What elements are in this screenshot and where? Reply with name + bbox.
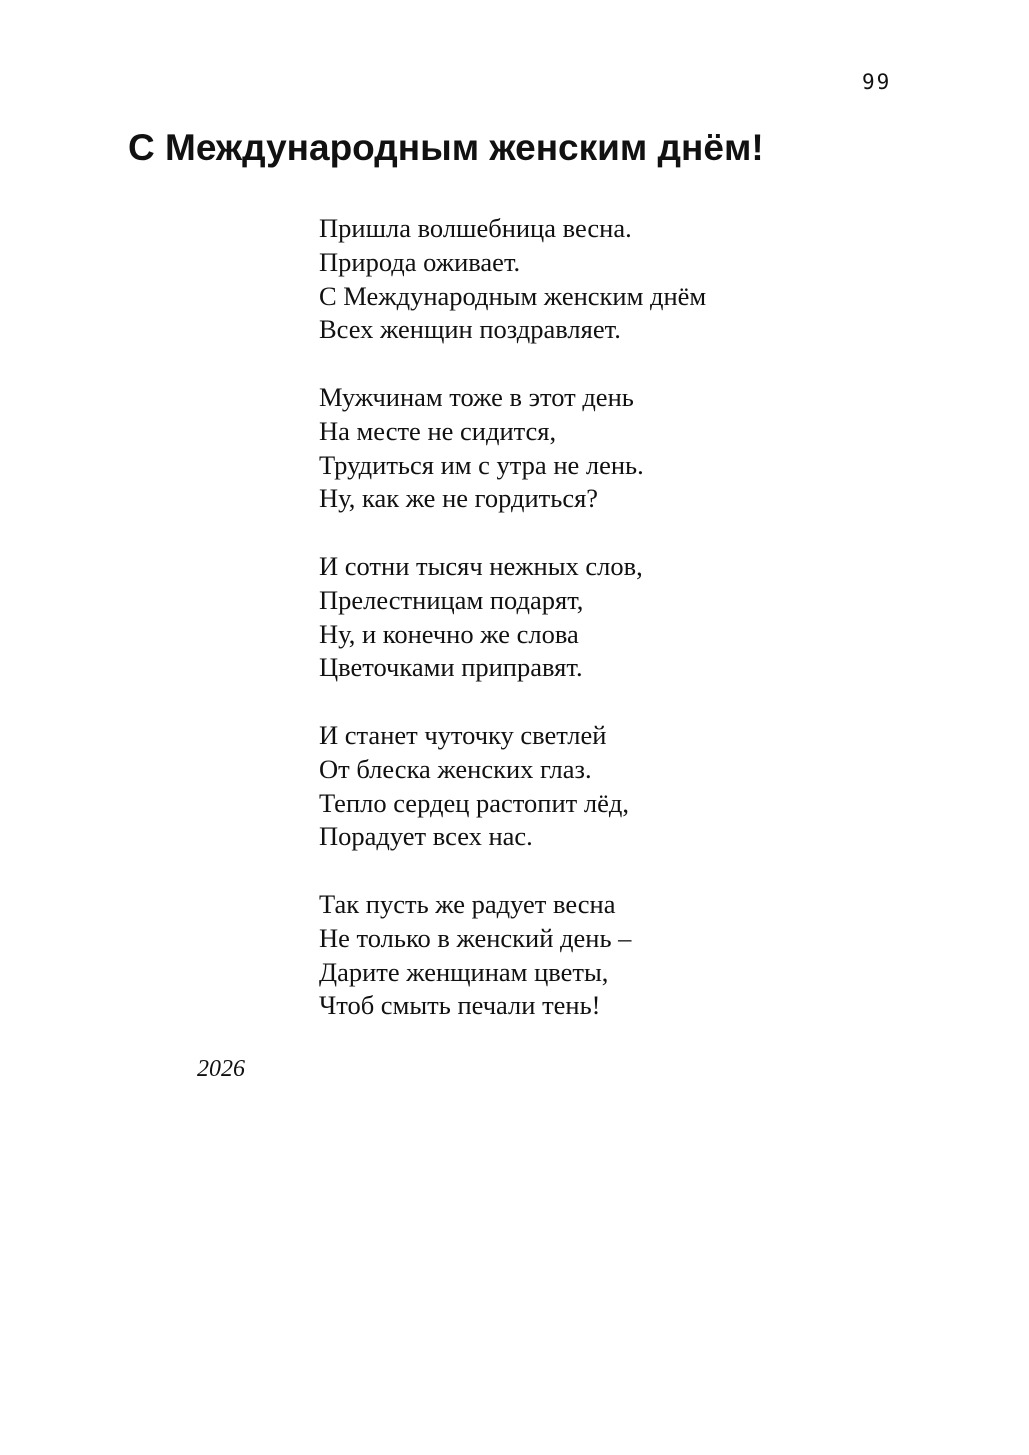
poem-line: Так пусть же радует весна: [319, 888, 616, 919]
stanza-2: [319, 381, 706, 516]
poem-line: Ну, и конечно же слова: [319, 618, 579, 649]
poem-line: Всех женщин поздравляет.: [319, 314, 621, 345]
poem-line: Тепло сердец растопит лёд,: [319, 787, 629, 818]
poem-line: Природа оживает.: [319, 246, 521, 277]
poem-line: И станет чуточку светлей: [319, 719, 607, 750]
poem-body: [319, 212, 706, 1023]
poem-line: Чтоб смыть печали тень!: [319, 990, 601, 1021]
stanza-5: [319, 888, 706, 1023]
poem-line: Мужчинам тоже в этот день: [319, 381, 634, 412]
poem-line: Цветочками приправят.: [319, 652, 583, 683]
poem-line: Не только в женский день –: [319, 922, 632, 953]
poem-line: Порадует всех нас.: [319, 821, 533, 852]
poem-line: Прелестницам подарят,: [319, 584, 584, 615]
stanza-3: [319, 550, 706, 685]
poem-line: Дарите женщинам цветы,: [319, 956, 609, 987]
stanza-4: [319, 719, 706, 854]
poem-line: Ну, как же не гордиться?: [319, 483, 599, 514]
poem-line: Пришла волшебница весна.: [319, 213, 632, 243]
poem-line: Трудиться им с утра не лень.: [319, 449, 644, 480]
stanza-1: [319, 212, 706, 347]
page-number: 99: [862, 70, 892, 94]
poem-line: И сотни тысяч нежных слов,: [319, 550, 643, 581]
poem-line: С Международным женским днём: [319, 280, 707, 311]
poem-year: 2026: [197, 1056, 245, 1082]
poem-title: С Международным женским днём!: [128, 127, 764, 168]
poem-line: На месте не сидится,: [319, 415, 557, 446]
poem-line: От блеска женских глаз.: [319, 753, 592, 784]
